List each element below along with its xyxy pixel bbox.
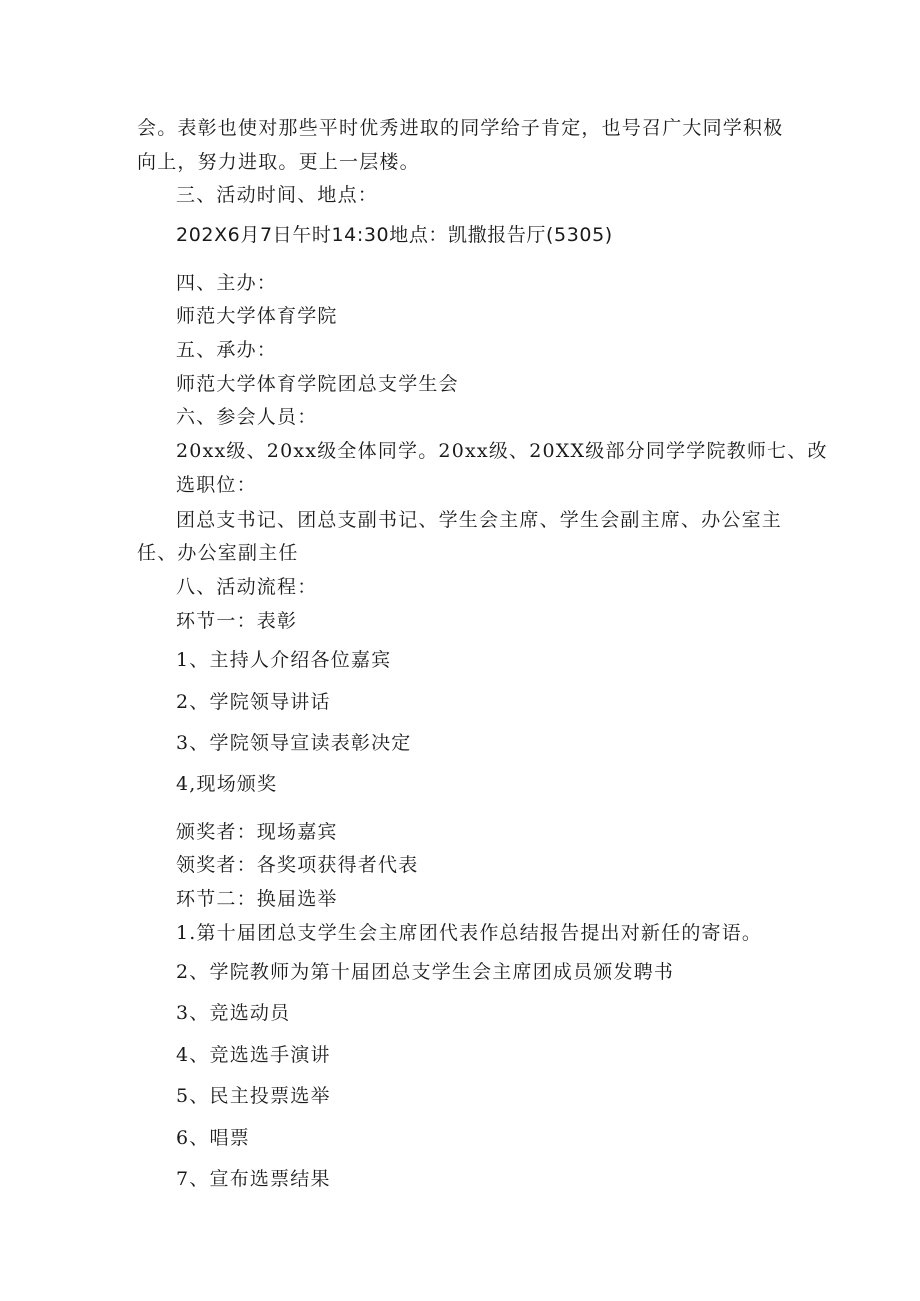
paragraph-line: 任、办公室副主任	[137, 542, 299, 564]
list-item: 4、竞选选手演讲	[176, 1044, 331, 1066]
section-heading: 四、主办：	[176, 272, 278, 294]
paragraph-line: 师范大学体育学院团总支学生会	[176, 373, 459, 395]
section-heading: 五、承办：	[176, 339, 278, 361]
list-item: 1.第十届团总支学生会主席团代表作总结报告提出对新任的寄语。	[176, 922, 763, 944]
paragraph-line: 202X6月7日午时14:30地点：凯撒报告厅(5305)	[176, 224, 613, 246]
section-heading: 三、活动时间、地点：	[176, 184, 379, 206]
paragraph-line: 环节二：换届选举	[176, 888, 338, 910]
paragraph-line: 领奖者：各奖项获得者代表	[176, 854, 419, 876]
paragraph-line: 师范大学体育学院	[176, 305, 338, 327]
paragraph-line: 向上，努力进取。更上一层楼。	[137, 151, 420, 173]
list-item: 6、唱票	[176, 1127, 250, 1149]
paragraph-line: 20xx级、20xx级全体同学。20xx级、20XX级部分同学学院教师七、改	[176, 440, 828, 462]
paragraph-line: 团总支书记、团总支副书记、学生会主席、学生会副主席、办公室主	[176, 509, 783, 531]
list-item: 4,现场颁奖	[176, 773, 278, 795]
list-item: 1、主持人介绍各位嘉宾	[176, 649, 392, 671]
list-item: 3、学院领导宣读表彰决定	[176, 732, 412, 754]
list-item: 5、民主投票选举	[176, 1085, 331, 1107]
paragraph-line: 颁奖者：现场嘉宾	[176, 821, 338, 843]
paragraph-line: 环节一：表彰	[176, 610, 298, 632]
paragraph-line: 选职位：	[176, 474, 257, 496]
section-heading: 八、活动流程：	[176, 576, 318, 598]
list-item: 2、学院领导讲话	[176, 691, 331, 713]
list-item: 3、竞选动员	[176, 1002, 291, 1024]
paragraph-line: 会。表彰也使对那些平时优秀进取的同学给子肯定，也号召广大同学积极	[137, 117, 784, 139]
list-item: 2、学院教师为第十届团总支学生会主席团成员颁发聘书	[176, 961, 675, 983]
list-item: 7、宣布选票结果	[176, 1168, 331, 1190]
section-heading: 六、参会人员：	[176, 406, 318, 428]
